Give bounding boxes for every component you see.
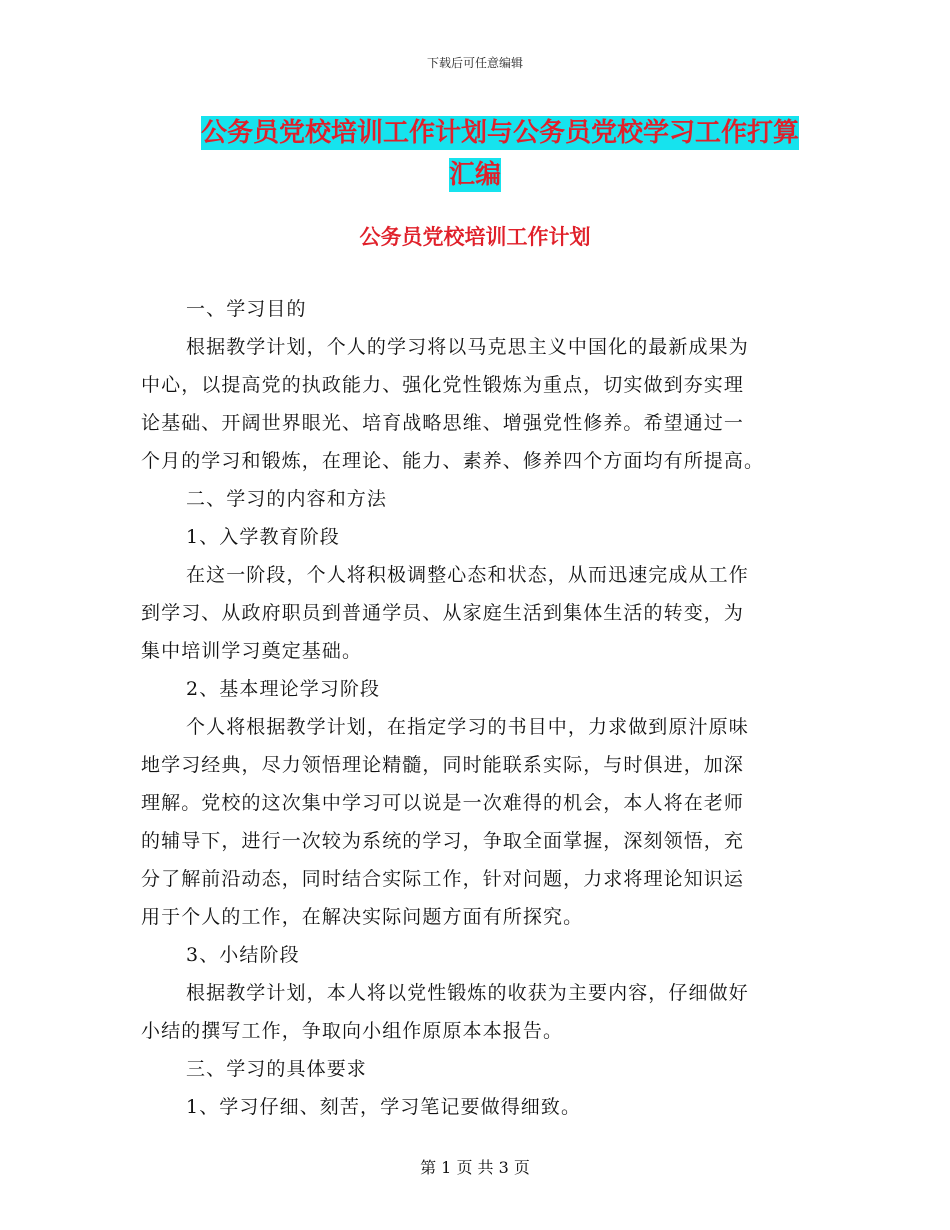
body-line: 的辅导下，进行一次较为系统的学习，争取全面掌握，深刻领悟，充 [141,830,745,852]
body-line: 中心，以提高党的执政能力、强化党性锻炼为重点，切实做到夯实理 [141,374,745,396]
document-title-line-2 [420,154,530,191]
body-line: 到学习、从政府职员到普通学员、从家庭生活到集体生活的转变，为 [141,602,745,624]
body-line: 3、小结阶段 [186,944,300,966]
body-line: 一、学习目的 [186,298,307,320]
body-line: 根据教学计划，个人的学习将以马克思主义中国化的最新成果为 [186,336,749,358]
body-line: 1、入学教育阶段 [186,526,340,548]
body-line: 个月的学习和锻炼，在理论、能力、素养、修养四个方面均有所提高。 [141,450,765,472]
document-title-text-2: 汇编 [448,160,501,190]
body-line: 二、学习的内容和方法 [186,488,388,510]
section-subtitle: 公务员党校培训工作计划 [359,225,591,249]
document-title-line-1 [150,112,850,149]
body-line: 集中培训学习奠定基础。 [141,640,363,662]
document-title-text-1: 公务员党校培训工作计划与公务员党校学习工作打算 [200,118,799,148]
body-line: 在这一阶段，个人将积极调整心态和状态，从而迅速完成从工作 [186,564,749,586]
page-header-note: 下载后可任意编辑 [426,56,523,70]
body-line: 1、学习仔细、刻苦，学习笔记要做得细致。 [186,1096,582,1118]
body-line: 理解。党校的这次集中学习可以说是一次难得的机会，本人将在老师 [141,792,745,814]
body-line: 小结的撰写工作，争取向小组作原原本本报告。 [141,1020,564,1042]
body-line: 个人将根据教学计划，在指定学习的书目中，力求做到原汁原味 [186,716,749,738]
body-line: 根据教学计划，本人将以党性锻炼的收获为主要内容，仔细做好 [186,982,749,1004]
body-line: 论基础、开阔世界眼光、培育战略思维、增强党性修养。希望通过一 [141,412,745,434]
body-line: 地学习经典，尽力领悟理论精髓，同时能联系实际，与时俱进，加深 [141,754,745,776]
body-line: 分了解前沿动态，同时结合实际工作，针对问题，力求将理论知识运 [141,868,745,890]
body-line: 用于个人的工作，在解决实际问题方面有所探究。 [141,906,584,928]
body-line: 三、学习的具体要求 [186,1058,367,1080]
body-line: 2、基本理论学习阶段 [186,678,381,700]
page-footer: 第 1 页 共 3 页 [420,1158,530,1177]
